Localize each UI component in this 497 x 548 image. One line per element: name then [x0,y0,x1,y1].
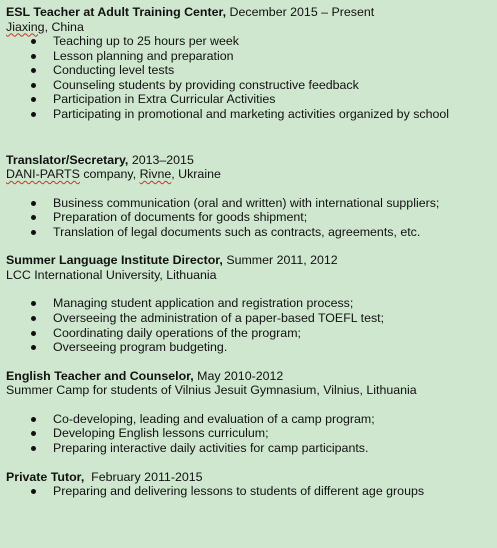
list-item-text: Co-developing, leading and evaluation of a camp program; [53,411,375,426]
list-item-text: Overseeing the administration of a paper-based TOEFL test; [53,310,385,325]
spacer [6,355,492,369]
bullet-icon [31,54,36,59]
duties-list [6,412,492,456]
list-item-text: Counseling students by providing constructive feedback [53,77,359,92]
list-item [6,49,492,64]
job-title: Private Tutor, [6,469,85,484]
list-item [6,441,492,456]
list-item [6,92,492,107]
job-dates: February 2011-2015 [84,469,203,484]
list-item-text: Translation of legal documents such as contracts, agreements, etc. [53,224,421,239]
bullet-icon [31,230,36,235]
job-dates: December 2015 – Present [226,5,375,19]
bullet-icon [31,316,36,321]
list-item-text: Overseeing program budgeting. [53,340,228,355]
list-item [6,412,492,427]
list-item-text: Managing student application and registration process; [53,296,354,311]
list-item-text: Preparing interactive daily activities for camp participants. [53,440,369,455]
list-item [6,34,492,49]
bullet-icon [31,431,36,436]
list-item-text: Preparation of documents for goods shipment; [53,210,308,225]
job-location: LCC International University, Lithuania [6,267,217,282]
bullet-icon [31,97,36,102]
list-item [6,210,492,225]
bullet-icon [31,83,36,88]
location-city: Rivne [139,167,172,182]
list-item [6,63,492,78]
list-item [6,426,492,441]
job-location [6,167,492,182]
job-language-institute-director [6,253,492,354]
job-heading [6,369,492,384]
bullet-icon [31,201,36,206]
bullet-icon [31,112,36,117]
list-item [6,484,492,499]
duties-list [6,296,492,354]
list-item [6,311,492,326]
bullet-icon [31,68,36,73]
job-heading [6,470,492,485]
job-location [6,20,492,35]
spacer [6,239,492,253]
bullet-icon [31,301,36,306]
spacer [6,398,492,412]
job-heading [6,153,492,168]
duties-list [6,484,492,499]
bullet-icon [31,446,36,451]
bullet-icon [31,489,36,494]
list-item-text: Developing English lessons curriculum; [53,426,269,441]
list-item-text: Participation in Extra Curricular Activities [53,92,276,107]
bullet-icon [31,39,36,44]
job-dates: Summer 2011, 2012 [222,253,338,268]
list-item [6,326,492,341]
bullet-icon [31,417,36,422]
list-item-text: Teaching up to 25 hours per week [53,34,239,48]
list-item-text: Coordinating daily operations of the program; [53,325,301,340]
bullet-icon [31,215,36,220]
job-translator [6,153,492,240]
list-item [6,196,492,211]
list-item-text: Participating in promotional and marketing activities organized by school [53,106,450,121]
list-item [6,107,492,122]
job-dates: 2013–2015 [128,152,194,167]
list-item [6,225,492,240]
spacer [6,182,492,196]
list-item [6,296,492,311]
job-dates: May 2010-2012 [193,368,284,383]
job-private-tutor [6,470,492,499]
job-location: Summer Camp for students of Vilnius Jesuit Gymnasium, Vilnius, Lithuania [6,383,417,398]
spacer [6,456,492,470]
spacer [6,122,492,153]
job-heading [6,253,492,268]
location-rest: , Ukraine [171,167,221,182]
location-rest: , China [44,19,84,34]
list-item [6,340,492,355]
job-heading [6,5,492,20]
job-title: English Teacher and Counselor, [6,368,194,383]
duties-list [6,34,492,122]
resume-document [6,5,492,499]
job-title: Summer Language Institute Director, [6,253,223,268]
list-item-text: Lesson planning and preparation [53,48,234,63]
list-item-text: Conducting level tests [53,63,175,78]
job-title: Translator/Secretary, [6,152,129,167]
location-company: DANI-PARTS [6,167,80,182]
list-item [6,78,492,93]
list-item-text: Preparing and delivering lessons to students of different age groups [53,484,425,498]
list-item-text: Business communication (oral and written) with international suppliers; [53,195,440,210]
duties-list [6,196,492,240]
job-esl-teacher [6,5,492,122]
location-city: Jiaxing [6,19,45,34]
location-middle: company, [79,167,140,182]
job-english-teacher-counselor [6,369,492,456]
job-title: ESL Teacher at Adult Training Center, [6,5,227,19]
bullet-icon [31,331,36,336]
bullet-icon [31,345,36,350]
spacer [6,282,492,296]
